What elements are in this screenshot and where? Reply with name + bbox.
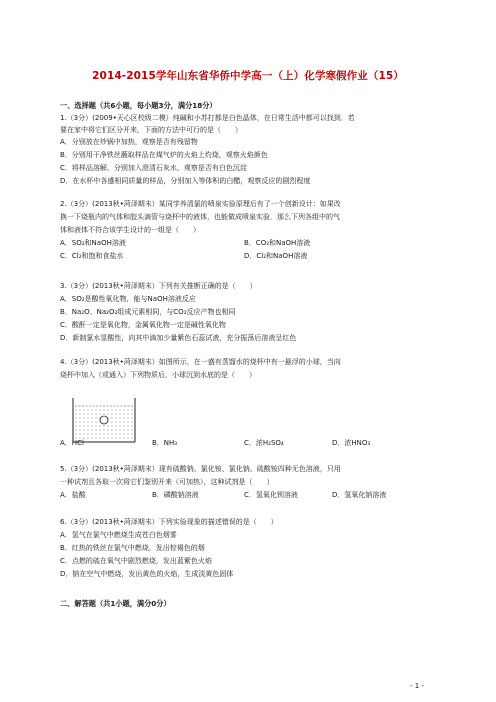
q2-option-b: B．CO₂和NaOH溶液 xyxy=(244,239,311,247)
q1-stem-line1: 1.（3分）(2009•天心区校级二模）纯碱和小苏打都是白色晶体，在日常生活中都可以找到．若 xyxy=(60,114,355,122)
q1-option-c: C．将样品溶解，分别加入澄清石灰水，观察是否有白色沉淀 xyxy=(60,164,247,172)
q3-option-d: D．新制氯水显酸性，向其中滴加少量紫色石蕊试液，充分振荡后溶液呈红色 xyxy=(60,334,297,342)
q6-stem: 6.（3分）(2013秋•菏泽期末）下列实验现象的描述错误的是（ ） xyxy=(60,518,278,526)
q4-stem-line2: 烧杯中加入（或通入）下列物质后，小球沉到水底的是（ ） xyxy=(60,371,256,379)
q6-option-a: A．氢气在氯气中燃烧生成苍白色烟雾 xyxy=(60,531,177,539)
q1-option-d: D．在水杯中各盛相同质量的样品，分别加入等体积的白醋，观察反应的剧烈程度 xyxy=(60,177,311,185)
q1-stem-line2: 要在家中将它们区分开来，下面的方法中可行的是（ ） xyxy=(60,126,242,134)
floating-ball xyxy=(100,416,108,424)
q2-stem-line2: 换一下烧瓶内的气体和胶头滴管与烧杯中的液体，也能做成喷泉实验．那么下列各组中的气 xyxy=(60,213,340,221)
q2-option-a: A．SO₂和NaOH溶液 xyxy=(60,239,126,247)
q3-option-a: A．SO₂是酸性氧化物，能与NaOH溶液反应 xyxy=(60,295,196,303)
beaker-figure xyxy=(72,396,136,444)
q1-option-a: A．分别放在炒锅中加热，观察是否有残留物 xyxy=(60,138,198,146)
q6-option-b: B．红热的铁丝在氯气中燃烧，发出棕褐色的烟 xyxy=(60,544,205,552)
q5-stem-line1: 5.（3分）(2013秋•菏泽期末）现有硫酸钠、氯化铵、氯化钠、硫酸铵四种无色溶液，只用 xyxy=(60,465,341,473)
q6-option-d: D．钠在空气中燃烧，发出黄色的火焰，生成淡黄色固体 xyxy=(60,570,234,578)
q3-stem: 3.（3分）(2013秋•菏泽期末）下列有关推断正确的是（ ） xyxy=(60,282,257,290)
q5-option-b: B．磷酸钠溶液 xyxy=(152,491,199,499)
q5-option-c: C．氢氧化钡溶液 xyxy=(244,491,298,499)
q4-option-b: B．NH₃ xyxy=(152,439,178,447)
q2-option-d: D．Cl₂和NaOH溶液 xyxy=(244,252,308,260)
q5-option-a: A．盐酸 xyxy=(60,491,86,499)
q2-option-c: C．Cl₂和饱和食盐水 xyxy=(60,252,124,260)
q2-stem-line3: 体和液体不符合该学生设计的一组是（ ） xyxy=(60,226,200,234)
q2-stem-line1: 2.（3分）(2013秋•菏泽期末）某同学养清氯的喷泉实验原理后有了一个创新设计：如果改 xyxy=(60,200,341,208)
q5-option-d: D．氢氧化钠溶液 xyxy=(332,491,387,499)
section-heading-choice: 一、选择题（共6小题，每小题3分，满分18分） xyxy=(60,101,217,110)
q4-stem-line1: 4.（3分）(2013秋•菏泽期末）如图所示，在一盛有蒸馏水的烧杯中有一悬浮的小球，当向 xyxy=(60,358,341,366)
q6-option-c: C．点燃的硫在氧气中剧烈燃烧，发出蓝紫色火焰 xyxy=(60,557,212,565)
page-number: - 1 - xyxy=(410,682,424,690)
q4-option-c: C．浓H₂SO₄ xyxy=(244,439,284,447)
q1-option-b: B．分别用干净铁丝蘸取样品在煤气炉的火焰上灼烧，观察火焰颜色 xyxy=(60,151,268,159)
section-heading-answer: 二、解答题（共1小题，满分0分） xyxy=(60,599,171,608)
q5-stem-line2: 一种试剂且各取一次将它们鉴别开来（可加热），这种试剂是（ ） xyxy=(60,478,274,486)
page-title: 2014-2015学年山东省华侨中学高一（上）化学寒假作业（15） xyxy=(92,70,404,82)
q3-option-c: C．酸酐一定是氧化物，金属氧化物一定是碱性氧化物 xyxy=(60,321,226,329)
q4-option-a: A．HCl xyxy=(60,439,84,447)
q3-option-b: B．Na₂O、Na₂O₂组成元素相同，与CO₂反应产物也相同 xyxy=(60,308,236,316)
q4-option-d: D．浓HNO₃ xyxy=(332,439,371,447)
